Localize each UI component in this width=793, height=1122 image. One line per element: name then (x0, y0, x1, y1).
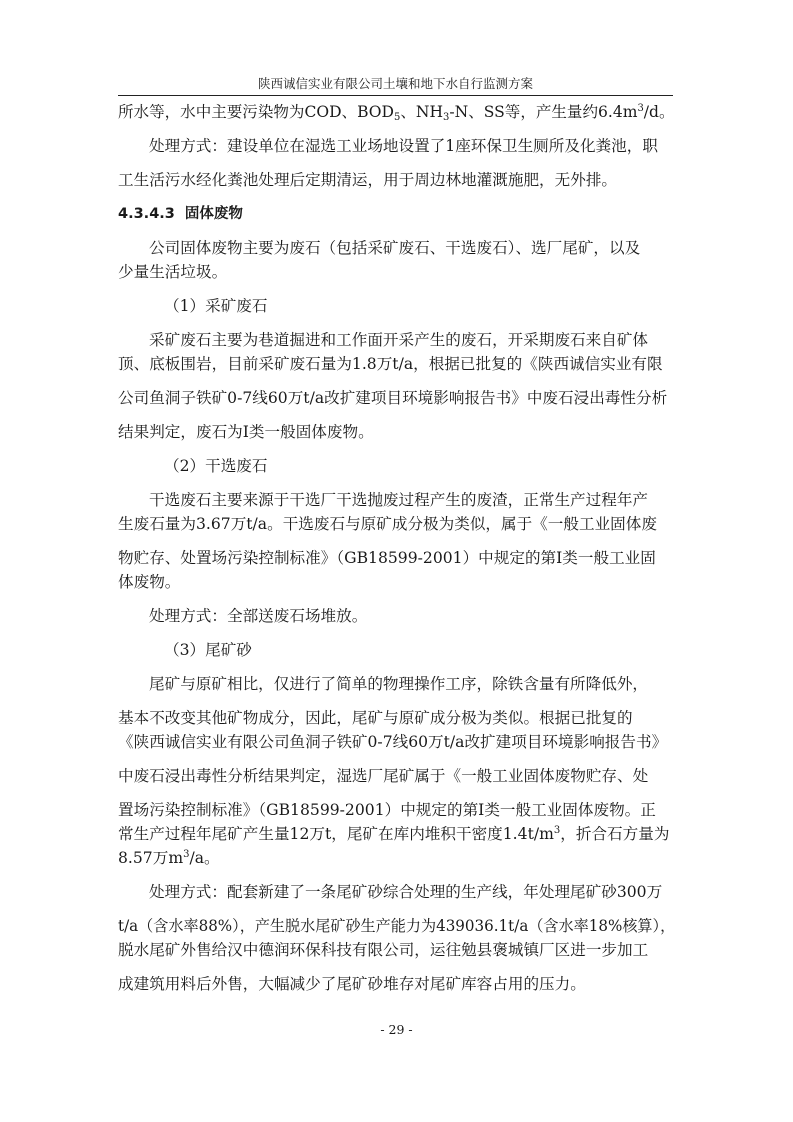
paragraph-line: 置场污染控制标准》（GB18599-2001）中规定的第Ⅰ类一般工业固体废物。正 (118, 801, 656, 819)
text-run: 8.57万m (118, 849, 184, 867)
paragraph-line (118, 848, 220, 868)
text-run: 所水等，水中主要污染物为COD、BOD (118, 103, 394, 121)
running-header: 陕西诚信实业有限公司土壤和地下水自行监测方案 (257, 76, 533, 91)
subscript: 5 (393, 112, 401, 123)
text-run: /a。 (189, 849, 220, 867)
paragraph-line: 成建筑用料后外售，大幅减少了尾矿砂堆存对尾矿库容占用的压力。 (118, 975, 586, 993)
section-number: 4.3.4.3 (118, 206, 175, 222)
paragraph-line: 结果判定，废石为I类一般固体废物。 (118, 423, 374, 441)
paragraph-line: 顶、底板围岩，目前采矿废石量为1.8万t/a，根据已批复的《陕西诚信实业有限 (118, 355, 663, 373)
paragraph-line (118, 102, 675, 122)
superscript: 3 (183, 849, 190, 860)
paragraph-line: 中废石浸出毒性分析结果判定，湿选厂尾矿属于《一般工业固体废物贮存、处 (118, 767, 649, 785)
paragraph-line: 尾矿与原矿相比，仅进行了简单的物理操作工序，除铁含量有所降低外， (149, 675, 649, 693)
paragraph-line: 公司固体废物主要为废石（包括采矿废石、干选废石）、选厂尾矿，以及 (149, 239, 641, 257)
paragraph-line: 脱水尾矿外售给汉中德润环保科技有限公司，运往勉县褒城镇厂区进一步加工 (118, 941, 649, 959)
paragraph-line: 处理方式：全部送废石场堆放。 (149, 607, 368, 625)
subsection-heading: （2）干选废石 (164, 457, 268, 475)
subsection-heading: （3）尾矿砂 (164, 641, 252, 659)
paragraph-line: 采矿废石主要为巷道掘进和工作面开采产生的废石，开采期废石来自矿体 (149, 331, 649, 349)
text-run: ，折合石方量为 (560, 825, 670, 843)
subscript: 3 (443, 112, 450, 123)
text-run: -N、SS等，产生量约6.4m (449, 103, 638, 121)
paragraph-line: 干选废石主要来源于干选厂干选抛废过程产生的废渣，正常生产过程年产 (149, 491, 649, 509)
section-title: 固体废物 (184, 206, 243, 222)
paragraph-line: 工生活污水经化粪池处理后定期清运，用于周边林地灌溉施肥，无外排。 (118, 171, 618, 189)
paragraph-line: 基本不改变其他矿物成分，因此，尾矿与原矿成分极为类似。根据已批复的 (118, 709, 633, 727)
paragraph-line: 处理方式：建设单位在湿选工业场地设置了1座环保卫生厕所及化粪池，职 (149, 137, 658, 155)
text-run: 、NH (400, 103, 444, 121)
superscript: 3 (553, 825, 561, 836)
paragraph-line: t/a（含水率88%），产生脱水尾矿砂生产能力为439036.1t/a（含水率18%核算）， (118, 917, 676, 935)
paragraph-line: 生废石量为3.67万t/a。干选废石与原矿成分极为类似，属于《一般工业固体废 (118, 515, 657, 533)
header-divider (118, 95, 673, 96)
section-heading (118, 204, 243, 224)
paragraph-line: 《陕西诚信实业有限公司鱼洞子铁矿0-7线60万t/a改扩建项目环境影响报告书》 (118, 733, 668, 751)
page-number: - 29 - (380, 1022, 413, 1037)
superscript: 3 (637, 103, 644, 114)
paragraph-line: 体废物。 (118, 573, 181, 591)
text-run: /d。 (643, 103, 675, 121)
paragraph-line: 少量生活垃圾。 (118, 263, 228, 281)
subsection-heading: （1）采矿废石 (164, 297, 268, 315)
paragraph-line: 物贮存、处置场污染控制标准》（GB18599-2001）中规定的第Ⅰ类一般工业固 (118, 549, 656, 567)
paragraph-line: 公司鱼洞子铁矿0-7线60万t/a改扩建项目环境影响报告书》中废石浸出毒性分析 (118, 389, 668, 407)
paragraph-line: 处理方式：配套新建了一条尾矿砂综合处理的生产线，年处理尾矿砂300万 (149, 883, 663, 901)
paragraph-line (118, 824, 669, 844)
text-run: 常生产过程年尾矿产生量12万t，尾矿在库内堆积干密度1.4t/m (118, 825, 554, 843)
